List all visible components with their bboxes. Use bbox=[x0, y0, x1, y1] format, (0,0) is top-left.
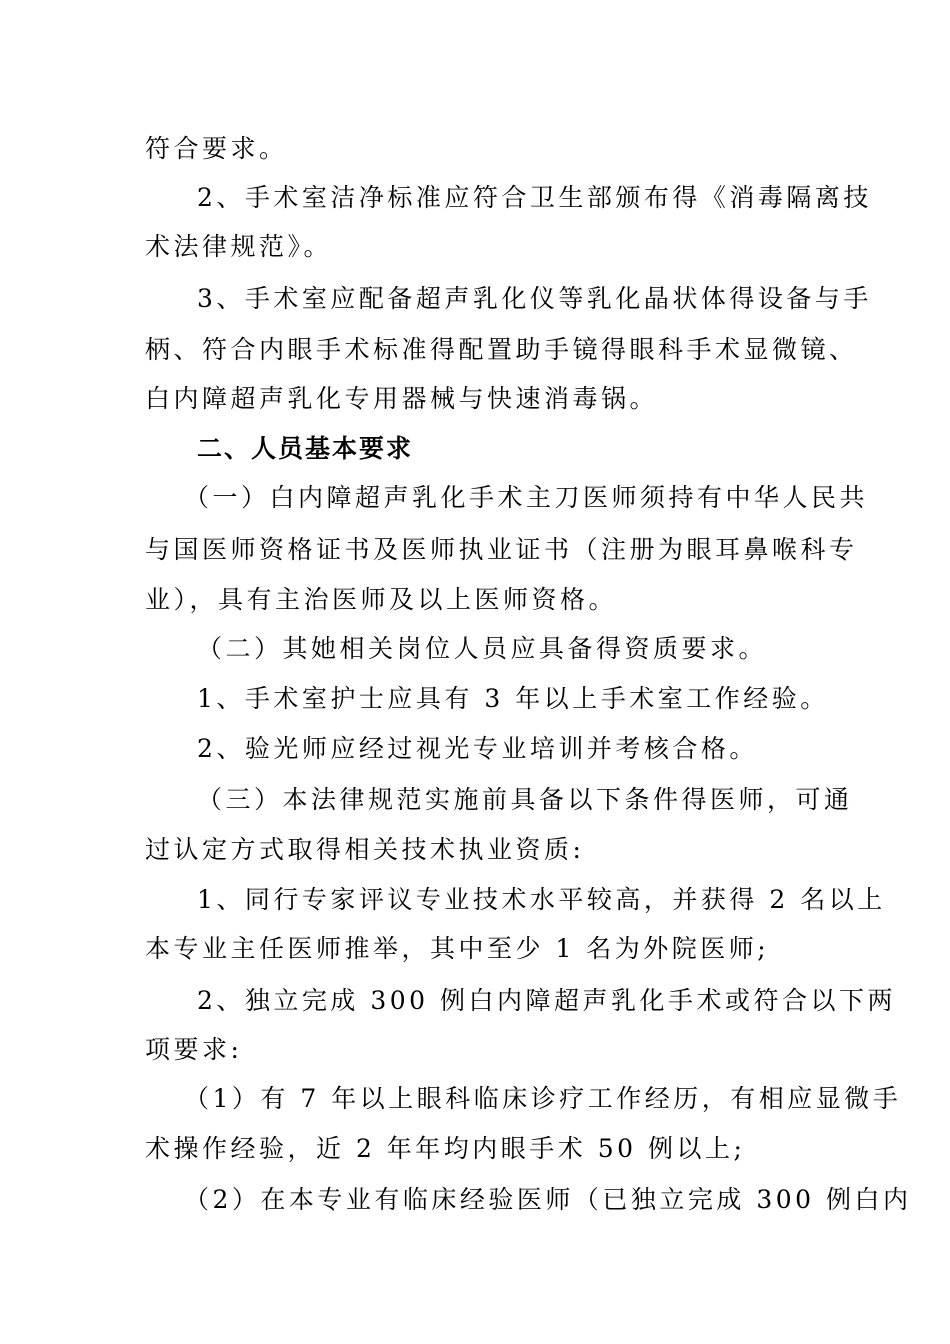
text-line-15: 过认定方式取得相关技术执业资质: bbox=[145, 835, 585, 864]
text-line-20: （1）有 7 年以上眼科临床诊疗工作经历，有相应显微手 bbox=[184, 1084, 902, 1113]
text-line-6: 白内障超声乳化专用器械与快速消毒锅。 bbox=[145, 384, 659, 413]
text-line-16: 1、同行专家评议专业技术水平较高，并获得 2 名以上 bbox=[197, 885, 886, 914]
text-line-21: 术操作经验，近 2 年年均内眼手术 50 例以上; bbox=[145, 1134, 746, 1163]
text-line-14: （三）本法律规范实施前具备以下条件得医师，可通 bbox=[197, 785, 853, 814]
text-line-11: （二）其她相关岗位人员应具备得资质要求。 bbox=[197, 634, 768, 663]
text-line-4: 3、手术室应配备超声乳化仪等乳化晶状体得设备与手 bbox=[197, 284, 872, 313]
text-line-3: 术法律规范》。 bbox=[145, 232, 333, 261]
text-line-2: 2、手术室洁净标准应符合卫生部颁布得《消毒隔离技 bbox=[197, 183, 872, 212]
text-line-9: 与国医师资格证书及医师执业证书（注册为眼耳鼻喉科专 bbox=[145, 535, 858, 564]
text-line-12: 1、手术室护士应具有 3 年以上手术室工作经验。 bbox=[197, 684, 829, 713]
section-heading: 二、人员基本要求 bbox=[197, 434, 414, 463]
text-line-10: 业），具有主治医师及以上医师资格。 bbox=[145, 585, 618, 614]
text-line-19: 项要求: bbox=[145, 1035, 243, 1064]
text-line-17: 本专业主任医师推举，其中至少 1 名为外院医师; bbox=[145, 934, 770, 963]
text-line-18: 2、独立完成 300 例白内障超声乳化手术或符合以下两 bbox=[197, 986, 897, 1015]
text-line-13: 2、验光师应经过视光专业培训并考核合格。 bbox=[197, 734, 758, 763]
text-line-8: （一）白内障超声乳化手术主刀医师须持有中华人民共 bbox=[184, 483, 869, 512]
text-line-22: （2）在本专业有临床经验医师（已独立完成 300 例白内 bbox=[184, 1185, 912, 1214]
text-line-5: 柄、符合内眼手术标准得配置助手镜得眼科手术显微镜、 bbox=[145, 335, 858, 364]
text-line-1: 符合要求。 bbox=[145, 134, 288, 163]
